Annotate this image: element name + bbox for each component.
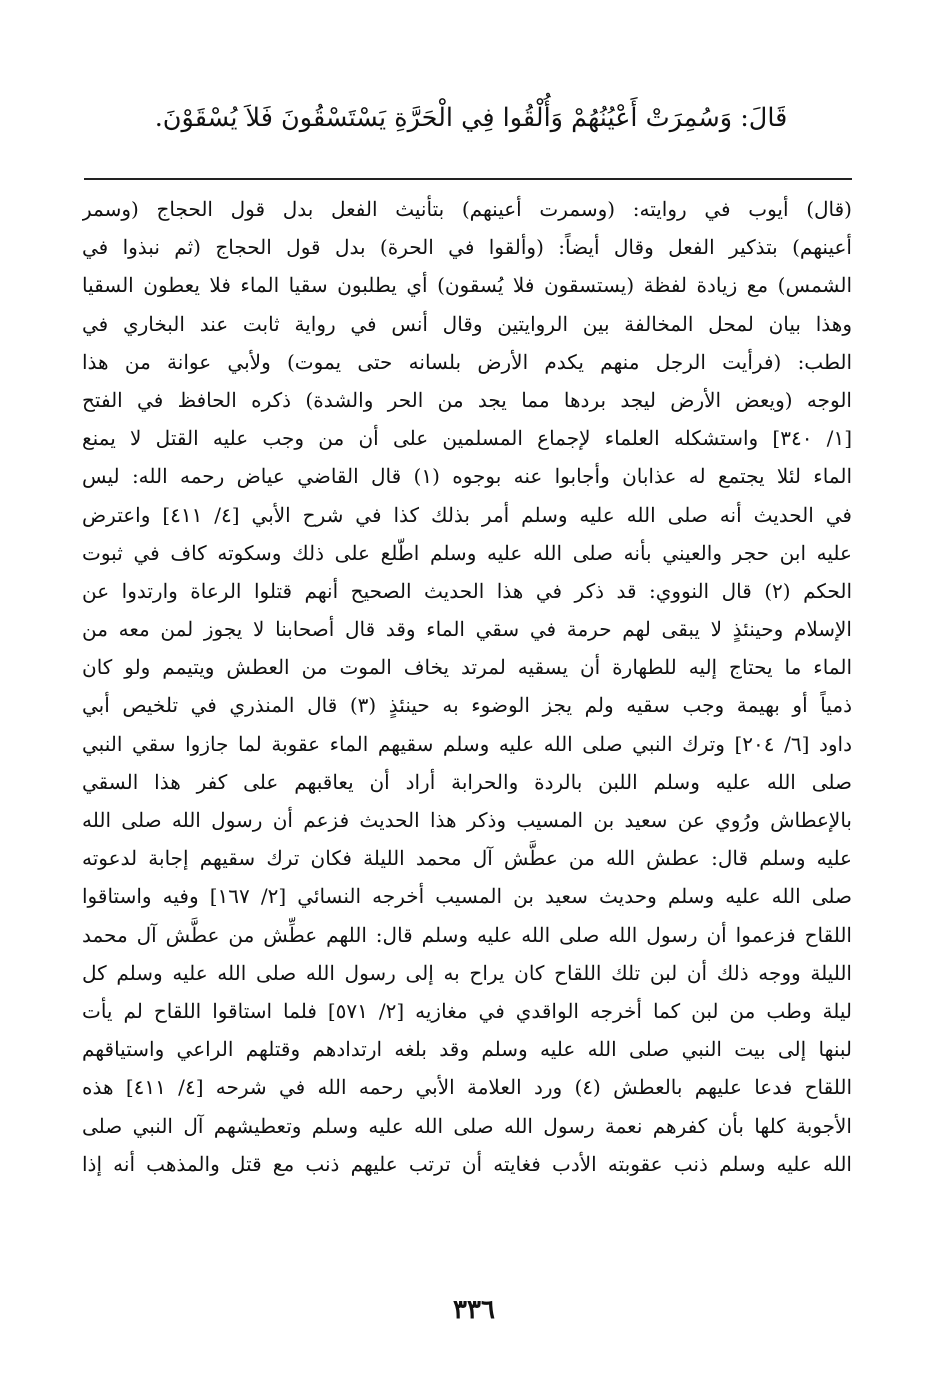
commentary-line: [١/ ٣٤٠] واستشكله العلماء لإجماع المسلمين على أن من وجب عليه القتل لا يمنع [82, 426, 852, 451]
commentary-line: أعينهم) بتذكير الفعل وقال أيضاً: (وألقوا في الحرة) بدل قول الحجاج (ثم نبذوا في [82, 235, 852, 260]
commentary-line: ليلة وطب من لبن كما أخرجه الواقدي في مغازيه [٢/ ٥٧١] فلما استاقوا اللقاح لم يأت [82, 998, 852, 1023]
commentary-line: الله عليه وسلم ذنب عقوبته الأدب فغايته أن ترتب عليهم ذنب مع قتل والمذهب أنه إذا [82, 1151, 852, 1176]
commentary-line: الليلة ووجه ذلك أن لبن تلك اللقاح كان يراح به إلى رسول الله صلى الله عليه وسلم كل [82, 960, 852, 985]
commentary-line: اللقاح فدعا عليهم بالعطش (٤) ورد العلامة الأبي رحمه الله في شرحه [٤/ ٤١١] هذه [82, 1075, 852, 1100]
commentary-line: وهذا بيان لمحل المخالفة بين الروايتين وقال أنس في رواية ثابت عند البخاري في [82, 311, 852, 336]
page-number: ٣٣٦ [453, 1295, 495, 1325]
commentary-line: في الحديث أنه صلى الله عليه وسلم أمر بذلك كذا في شرح الأبي [٤/ ٤١١] واعترض [82, 502, 852, 527]
commentary-line: داود [٦/ ٢٠٤] وترك النبي صلى الله عليه وسلم سقيهم الماء عقوبة لما جازوا سقي النبي [82, 731, 852, 756]
hadith-text: قَالَ: وَسُمِرَتْ أَعْيُنُهُمْ وَأُلْقُوا فِي الْحَرَّةِ يَسْتَسْقُونَ فَلاَ يُسْقَوْنَ. [154, 103, 788, 133]
commentary-line: ذمياً أو بهيمة وجب سقيه ولم يجز الوضوء به حينئذٍ (٣) قال المنذري في تلخيص أبي [82, 693, 852, 718]
commentary-line: اللقاح فزعموا أن رسول الله صلى الله عليه وسلم قال: اللهم عطِّش من عطَّش آل محمد [82, 922, 852, 947]
commentary-line: عليه وسلم قال: عطش الله من عطَّش آل محمد الليلة فكان ترك سقيهم إجابة لدعوته [82, 846, 852, 871]
commentary-line: صلى الله عليه وسلم وحديث سعيد بن المسيب أخرجه النسائي [٢/ ١٦٧] وفيه واستاقوا [82, 884, 852, 909]
commentary-line: الحكم (٢) قال النووي: قد ذكر في هذا الحديث الصحيح أنهم قتلوا الرعاة وارتدوا عن [82, 578, 852, 603]
commentary-line: الماء لئلا يجتمع له عذابان وأجابوا عنه بوجوه (١) قال القاضي عياض رحمه الله: ليس [82, 464, 852, 489]
commentary-line: صلى الله عليه وسلم اللبن بالردة والحرابة أراد أن يعاقبهم على كفر هذا السقي [82, 769, 852, 794]
commentary-line: الطب: (فرأيت الرجل منهم يكدم الأرض بلسانه حتى يموت) ولأبي عوانة من هذا [82, 349, 852, 374]
commentary-line: الإسلام وحينئذٍ لا يبقى لهم حرمة في سقي الماء وقد قال أصحابنا لا يجوز لمن معه من [82, 617, 852, 642]
commentary-line: عليه ابن حجر والعيني بأنه صلى الله عليه وسلم اطّلع على ذلك وسكوته كاف في ثبوت [82, 540, 852, 565]
commentary-line: بالإعطاش ورُوي عن سعيد بن المسيب وذكر هذا الحديث فزعم أن رسول الله صلى الله [82, 808, 852, 832]
commentary-line: الماء ما يحتاج إليه للطهارة أن يسقيه لمرتد يخاف الموت من العطش ويتيمم ولو كان [82, 655, 852, 680]
commentary-line: الوجه (ويعض الأرض ليجد بردها مما يجد من الحر والشدة) ذكره الحافظ في الفتح [82, 387, 852, 412]
commentary-line: الشمس) مع زيادة لفظة (يستسقون فلا يُسقون) أي يطلبون سقيا الماء فلا يعطون السقيا [82, 273, 852, 298]
separator-line [84, 178, 852, 180]
commentary-line: (قال) أيوب في روايته: (وسمرت أعينهم) بتأنيث الفعل بدل قول الحجاج (وسمر [82, 197, 852, 221]
commentary-block [82, 190, 852, 1183]
commentary-line: الأجوبة كلها بأن كفرهم نعمة رسول الله صلى الله عليه وسلم وتعطيشهم آل النبي صلى [82, 1113, 852, 1138]
commentary-line: لبنها إلى بيت النبي صلى الله عليه وسلم وقد بلغه ارتدادهم وقتلهم الراعي واستياقهم [82, 1037, 852, 1062]
